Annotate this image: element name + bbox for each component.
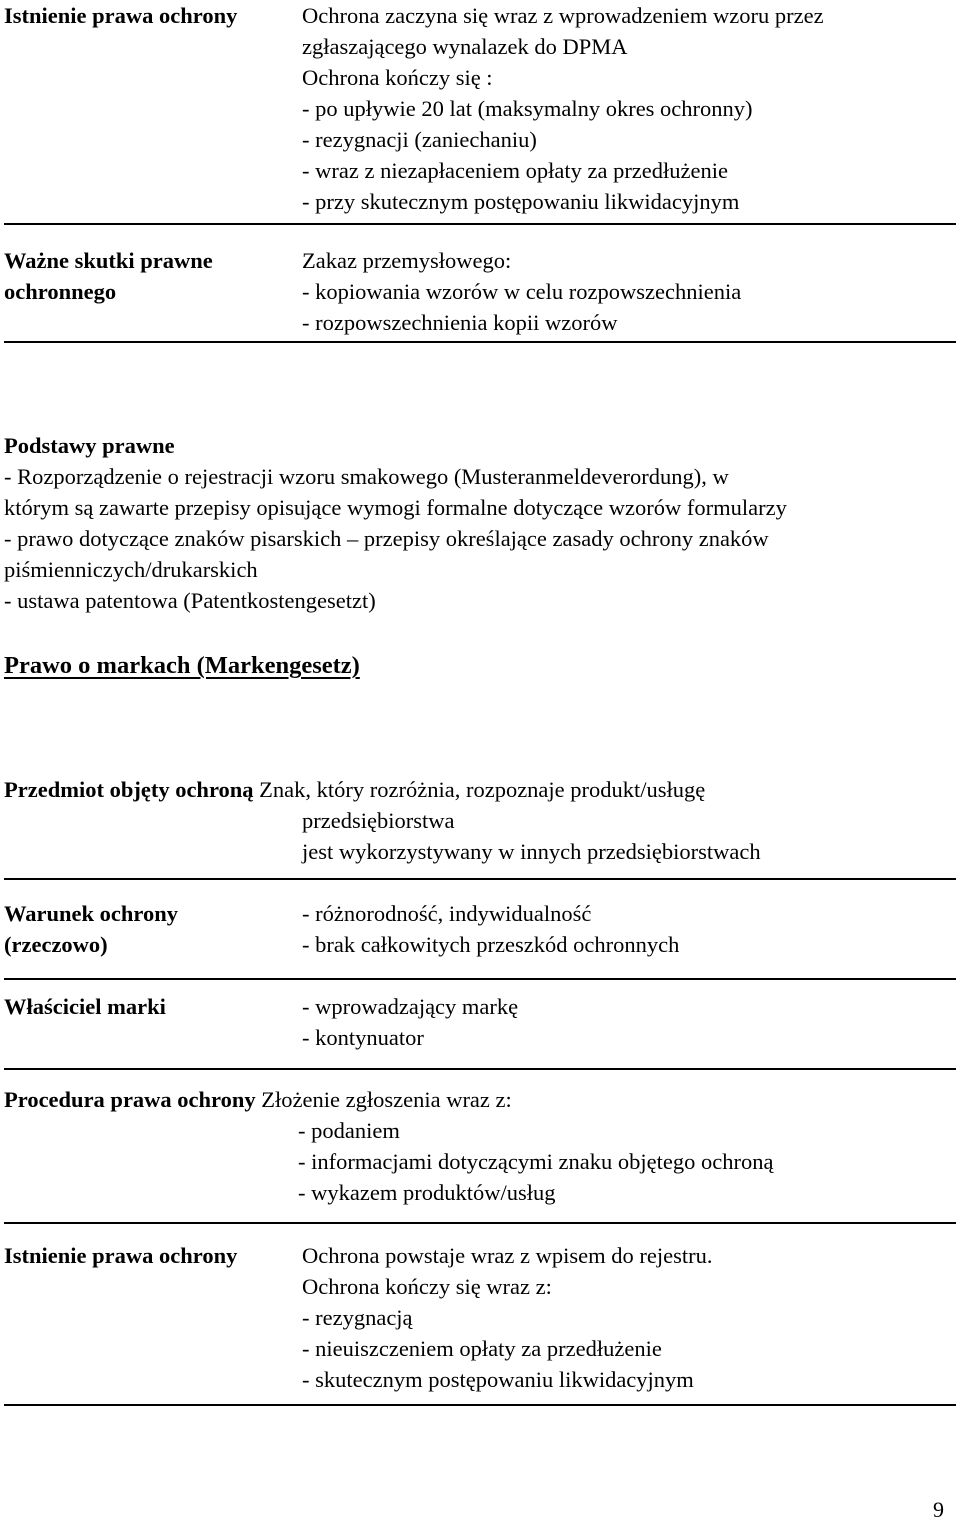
legal-basis-block [4, 430, 954, 616]
text-line: - podaniem [298, 1118, 400, 1143]
trademark-owner-text [302, 991, 518, 1053]
text-line: - ustawa patentowa (Patentkostengesetzt) [4, 588, 376, 613]
trademark-procedure-row [4, 1084, 512, 1115]
text-line: Ochrona kończy się : [302, 65, 493, 90]
text-line: piśmienniczych/drukarskich [4, 557, 258, 582]
text-line: - po upływie 20 lat (maksymalny okres ochronny) [302, 96, 753, 121]
text-line: Ochrona kończy się wraz z: [302, 1274, 552, 1299]
text-line: - informacjami dotyczącymi znaku objętego ochroną [298, 1149, 774, 1174]
divider-line [4, 1068, 956, 1070]
trademark-condition-label [4, 898, 178, 960]
divider-line [4, 223, 956, 225]
text-line: Ochrona zaczyna się wraz z wprowadzeniem wzoru przez [302, 3, 824, 28]
page-number: 9 [933, 1497, 944, 1522]
text-line: - kontynuator [302, 1025, 424, 1050]
trademark-existence-text [302, 1240, 712, 1395]
label-line: Ważne skutki prawne [4, 248, 213, 273]
trademark-condition-text [302, 898, 679, 960]
divider-line [4, 1404, 956, 1406]
text-line: - wraz z niezapłaceniem opłaty za przedłużenie [302, 158, 728, 183]
text-line: Zakaz przemysłowego: [302, 248, 512, 273]
divider-line [4, 878, 956, 880]
text-line: - prawo dotyczące znaków pisarskich – przepisy określające zasady ochrony znaków [4, 526, 769, 551]
text-line: - Rozporządzenie o rejestracji wzoru smakowego (Musteranmeldeverordung), w [4, 464, 729, 489]
design-effects-label [4, 245, 213, 307]
text-line: - rezygnacją [302, 1305, 413, 1330]
trademark-existence-label: Istnienie prawa ochrony [4, 1243, 238, 1268]
text-line: - nieuiszczeniem opłaty za przedłużenie [302, 1336, 662, 1361]
trademark-subject-row [4, 774, 705, 805]
divider-line [4, 978, 956, 980]
trademark-owner-label: Właściciel marki [4, 994, 166, 1019]
text-line: Ochrona powstaje wraz z wpisem do rejestru. [302, 1243, 713, 1268]
section-title: Prawo o markach (Markengesetz) [4, 652, 360, 679]
divider-line [4, 341, 956, 343]
design-existence-label: Istnienie prawa ochrony [4, 3, 238, 28]
trademark-subject-label: Przedmiot objęty ochroną [4, 777, 260, 802]
text-line: przedsiębiorstwa [302, 808, 455, 833]
text-line: - rozpowszechnienia kopii wzorów [302, 310, 618, 335]
label-line: (rzeczowo) [4, 932, 108, 957]
text-line: którym są zawarte przepisy opisujące wymogi formalne dotyczące wzorów formularzy [4, 495, 787, 520]
text-line: - różnorodność, indywidualność [302, 901, 592, 926]
design-effects-text [302, 245, 741, 338]
text-line: - brak całkowitych przeszkód ochronnych [302, 932, 680, 957]
label-line: ochronnego [4, 279, 117, 304]
text-line: - kopiowania wzorów w celu rozpowszechnienia [302, 279, 742, 304]
divider-line [4, 1222, 956, 1224]
label-line: Warunek ochrony [4, 901, 178, 926]
design-existence-text [302, 0, 824, 217]
legal-basis-title: Podstawy prawne [4, 433, 175, 458]
text-line: - rezygnacji (zaniechaniu) [302, 127, 537, 152]
text-line: - skutecznym postępowaniu likwidacyjnym [302, 1367, 694, 1392]
text-line: - przy skutecznym postępowaniu likwidacyjnym [302, 189, 740, 214]
trademark-procedure-label: Procedura prawa ochrony [4, 1087, 262, 1112]
text-line: - wprowadzający markę [302, 994, 519, 1019]
trademark-subject-first-line: Znak, który rozróżnia, rozpoznaje produkt/usługę [259, 777, 706, 802]
text-line: jest wykorzystywany w innych przedsiębiorstwach [302, 839, 761, 864]
trademark-procedure-first-line: Złożenie zgłoszenia wraz z: [261, 1087, 512, 1112]
text-line: zgłaszającego wynalazek do DPMA [302, 34, 628, 59]
text-line: - wykazem produktów/usług [298, 1180, 556, 1205]
trademark-subject-text [302, 805, 761, 867]
trademark-procedure-text [298, 1115, 773, 1208]
